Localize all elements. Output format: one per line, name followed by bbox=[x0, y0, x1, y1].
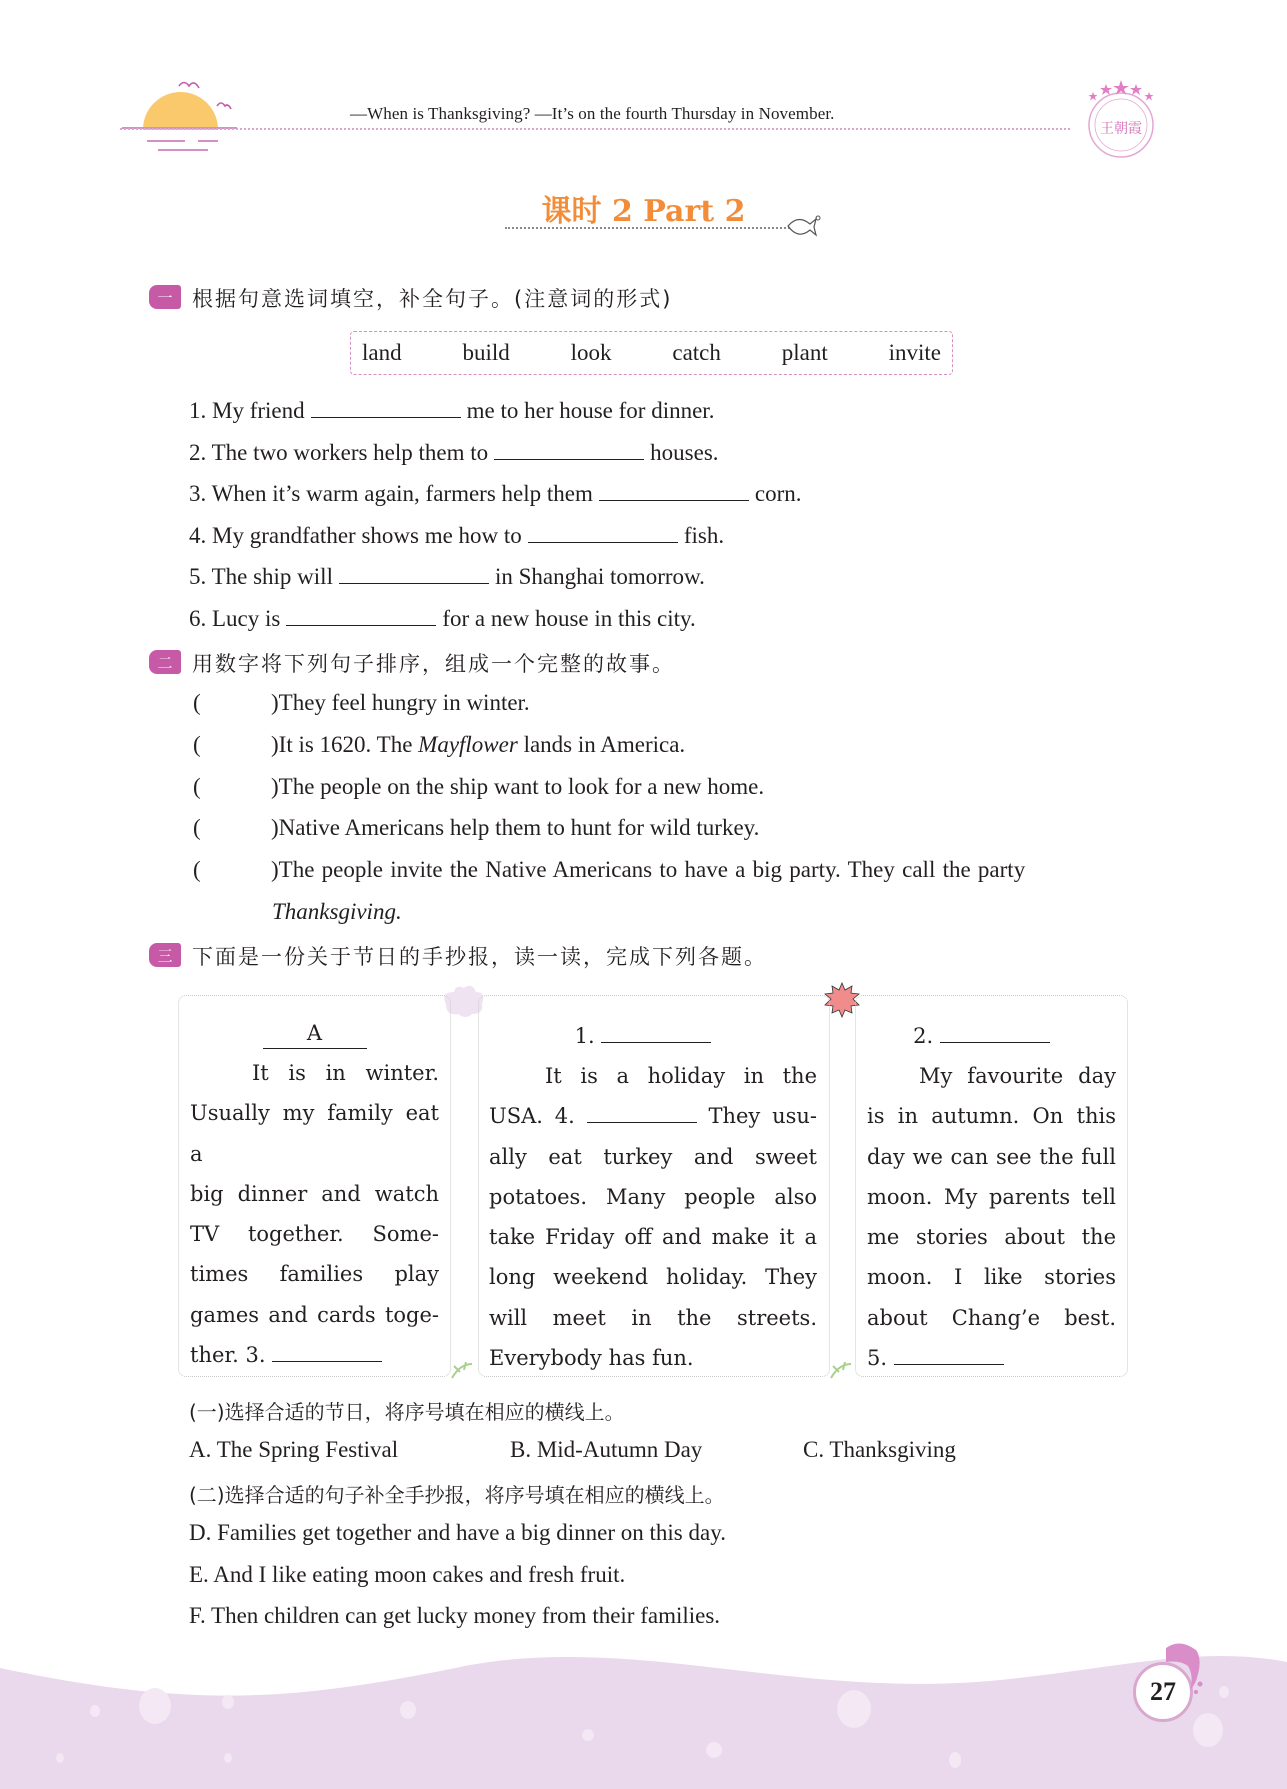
section-badge: 一 bbox=[149, 285, 181, 309]
title-underline bbox=[505, 227, 790, 229]
panel-line: about Chang’e best. bbox=[867, 1305, 1116, 1330]
item-text: The people on the ship want to look for a new home. bbox=[278, 774, 765, 799]
answer-blank[interactable] bbox=[940, 1026, 1050, 1043]
panel-line: Everybody has fun. bbox=[489, 1346, 694, 1371]
panel-line: My favourite day bbox=[919, 1064, 1116, 1088]
panel-line: will meet in the streets. bbox=[489, 1305, 817, 1330]
leaf-decoration-icon bbox=[829, 1360, 855, 1382]
answer-blank[interactable] bbox=[894, 1348, 1004, 1365]
poster-panel-1 bbox=[478, 995, 830, 1377]
fill-in-item bbox=[189, 398, 714, 424]
item-text: corn. bbox=[754, 481, 802, 506]
birds-icon bbox=[177, 78, 237, 118]
water-line bbox=[158, 149, 208, 151]
panel-heading: 2. bbox=[867, 1016, 1116, 1056]
answer-blank[interactable] bbox=[494, 441, 644, 460]
svg-text:王朝霞: 王朝霞 bbox=[1100, 121, 1142, 137]
header-dialogue: —When is Thanksgiving? —It’s on the fourth Thursday in November. bbox=[350, 104, 835, 123]
panel-line: Usually my family eat a bbox=[190, 1101, 439, 1166]
fill-in-item bbox=[189, 523, 724, 549]
answer-blank[interactable] bbox=[601, 1026, 711, 1043]
answer-blank[interactable] bbox=[528, 524, 678, 543]
panel-line: 5. bbox=[867, 1338, 1116, 1378]
panel-line: potatoes. Many people also bbox=[489, 1184, 817, 1209]
ordering-item: ( )Native Americans help them to hunt for wild turkey. bbox=[193, 815, 760, 840]
answer-blank[interactable] bbox=[339, 565, 489, 584]
dolphin-icon bbox=[1160, 1640, 1206, 1700]
item-text: It is 1620. The bbox=[278, 732, 419, 757]
panel-line: day we can see the full bbox=[867, 1144, 1116, 1169]
item-text: in Shanghai tomorrow. bbox=[494, 564, 705, 589]
word-bank bbox=[350, 331, 953, 375]
fill-in-item bbox=[189, 606, 696, 632]
item-text: The people invite the Native Americans to have a big party. They call the party bbox=[278, 857, 1026, 882]
fill-in-item bbox=[189, 440, 719, 466]
water-line bbox=[147, 140, 185, 142]
item-text: me to her house for dinner. bbox=[466, 398, 715, 423]
panel-line: long weekend holiday. They bbox=[489, 1265, 817, 1290]
panel-line: It is in winter. bbox=[252, 1061, 439, 1085]
publisher-logo-icon bbox=[1080, 78, 1162, 160]
item-text: 1. My friend bbox=[189, 398, 305, 423]
ordering-item: ( )It is 1620. The Mayflower lands in America. bbox=[193, 732, 686, 757]
answer-blank[interactable] bbox=[599, 482, 749, 501]
panel-heading-answer: A bbox=[263, 1018, 367, 1049]
festival-option: C. Thanksgiving bbox=[803, 1437, 956, 1462]
part2-instruction: (二)选择合适的句子补全手抄报，将序号填在相应的横线上。 bbox=[189, 1483, 725, 1507]
order-answer-slot[interactable]: ( bbox=[193, 732, 201, 757]
festival-option: B. Mid-Autumn Day bbox=[510, 1437, 703, 1462]
item-text: Native Americans help them to hunt for wild turkey. bbox=[278, 815, 760, 840]
answer-blank[interactable] bbox=[311, 399, 461, 418]
section-badge: 三 bbox=[149, 943, 181, 967]
water-line bbox=[198, 140, 218, 142]
section-badge: 二 bbox=[149, 650, 181, 674]
answer-blank[interactable] bbox=[286, 607, 436, 626]
panel-line: is in autumn. On this bbox=[867, 1104, 1116, 1129]
sentence-option: E. And I like eating moon cakes and fresh fruit. bbox=[189, 1562, 626, 1587]
ship-name: Mayflower bbox=[418, 732, 518, 757]
word-bank-item: look bbox=[570, 340, 612, 365]
item-text: houses. bbox=[650, 440, 719, 465]
header-divider bbox=[120, 128, 1070, 130]
item-text: fish. bbox=[683, 523, 725, 548]
fill-in-item bbox=[189, 564, 705, 590]
panel-line: ally eat turkey and sweet bbox=[489, 1144, 817, 1169]
festival-option: A. The Spring Festival bbox=[189, 1437, 399, 1462]
item-text: 4. My grandfather shows me how to bbox=[189, 523, 522, 548]
word-bank-item: land bbox=[362, 340, 402, 365]
lesson-title: 课时 2 Part 2 bbox=[541, 194, 746, 229]
section1-instruction: 根据句意选词填空，补全句子。(注意词的形式) bbox=[192, 287, 673, 311]
item-text: 3. When it’s warm again, farmers help them bbox=[189, 481, 593, 506]
item-text: 6. Lucy is bbox=[189, 606, 281, 631]
panel-line: times families play bbox=[190, 1262, 439, 1287]
answer-blank[interactable] bbox=[587, 1106, 697, 1123]
ordering-item-continuation: Thanksgiving. bbox=[272, 899, 402, 924]
panel-line: me stories about the bbox=[867, 1225, 1116, 1250]
answer-blank[interactable] bbox=[272, 1345, 382, 1362]
order-answer-slot[interactable]: ( bbox=[193, 690, 201, 715]
word-bank-item: invite bbox=[888, 340, 941, 365]
sentence-option: F. Then children can get lucky money from their families. bbox=[189, 1603, 721, 1628]
order-answer-slot[interactable]: ( bbox=[193, 774, 201, 799]
panel-line: take Friday off and make it a bbox=[489, 1225, 817, 1250]
word-bank-item: plant bbox=[781, 340, 828, 365]
panel-heading: 1. bbox=[489, 1016, 817, 1056]
item-text: lands in America. bbox=[517, 732, 686, 757]
section3-instruction: 下面是一份关于节日的手抄报，读一读，完成下列各题。 bbox=[192, 945, 767, 969]
poster-panel-2 bbox=[855, 995, 1128, 1377]
panel-line: moon. I like stories bbox=[867, 1265, 1116, 1290]
footer-wave-decoration bbox=[0, 1640, 1287, 1789]
item-text: 2. The two workers help them to bbox=[189, 440, 489, 465]
fish-icon bbox=[786, 214, 822, 238]
word-bank-item: catch bbox=[672, 340, 721, 365]
page-number: 27 bbox=[1133, 1662, 1193, 1722]
order-answer-slot[interactable]: ( bbox=[193, 815, 201, 840]
panel-line: big dinner and watch bbox=[190, 1181, 439, 1206]
order-answer-slot[interactable]: ( bbox=[193, 857, 201, 882]
panel-line: TV together. Some- bbox=[190, 1222, 439, 1247]
section2-instruction: 用数字将下列句子排序，组成一个完整的故事。 bbox=[192, 652, 675, 676]
panel-line: USA. 4. They usu- bbox=[489, 1104, 817, 1129]
poster-panel-a bbox=[178, 995, 451, 1377]
panel-line: games and cards toge- bbox=[190, 1302, 439, 1327]
leaf-decoration-icon bbox=[450, 1360, 476, 1382]
panel-line: ther. 3. bbox=[190, 1335, 439, 1375]
part1-instruction: (一)选择合适的节日，将序号填在相应的横线上。 bbox=[189, 1400, 625, 1424]
panel-heading bbox=[190, 1013, 439, 1053]
fill-in-item bbox=[189, 481, 802, 507]
ordering-item: ( )The people on the ship want to look for a new home. bbox=[193, 774, 765, 799]
panel-line: moon. My parents tell bbox=[867, 1184, 1116, 1209]
ordering-item: ( )The people invite the Native Americans to have a big party. They call the party bbox=[193, 857, 1026, 882]
ordering-item: ( )They feel hungry in winter. bbox=[193, 690, 530, 715]
item-text: 5. The ship will bbox=[189, 564, 333, 589]
word-bank-item: build bbox=[462, 340, 510, 365]
panel-line: It is a holiday in the bbox=[545, 1064, 817, 1088]
sentence-option: D. Families get together and have a big dinner on this day. bbox=[189, 1520, 726, 1545]
item-text: for a new house in this city. bbox=[442, 606, 696, 631]
item-text: They feel hungry in winter. bbox=[278, 690, 530, 715]
